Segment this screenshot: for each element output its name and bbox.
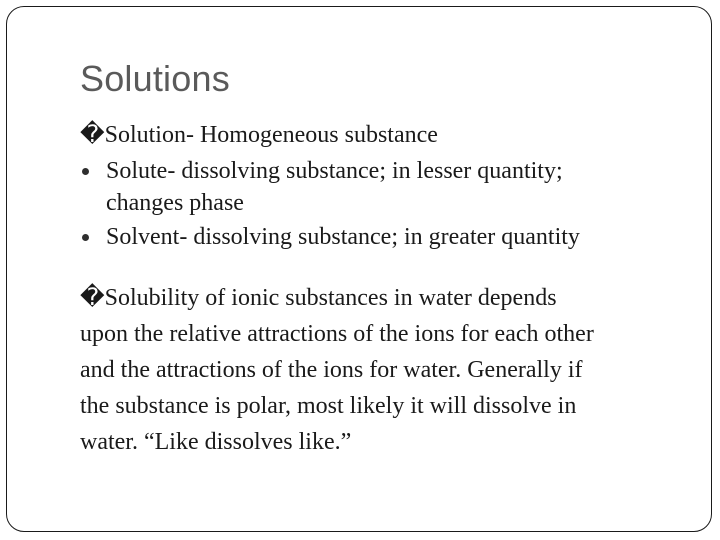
solubility-paragraph	[80, 280, 690, 460]
sub-bullet-solvent-text: Solvent- dissolving substance; in greater quantity	[106, 224, 580, 250]
sub-bullet-solute-continuation: changes phase	[106, 190, 244, 216]
sub-bullet-solute-text: Solute- dissolving substance; in lesser quantity;	[106, 158, 563, 184]
paragraph-line: upon the relative attractions of the ions for each other	[80, 321, 594, 347]
bullet-dot-icon	[82, 234, 89, 241]
slide-title: Solutions	[80, 58, 230, 99]
paragraph-line: the substance is polar, most likely it will dissolve in	[80, 393, 577, 419]
bullet-dot-icon	[82, 168, 89, 175]
paragraph-line: and the attractions of the ions for water. Generally if	[80, 357, 583, 383]
paragraph-line: water. “Like dissolves like.”	[80, 429, 352, 455]
bullet-solution: �Solution- Homogeneous substance	[80, 122, 438, 148]
paragraph-line: �Solubility of ionic substances in water depends	[80, 285, 557, 311]
